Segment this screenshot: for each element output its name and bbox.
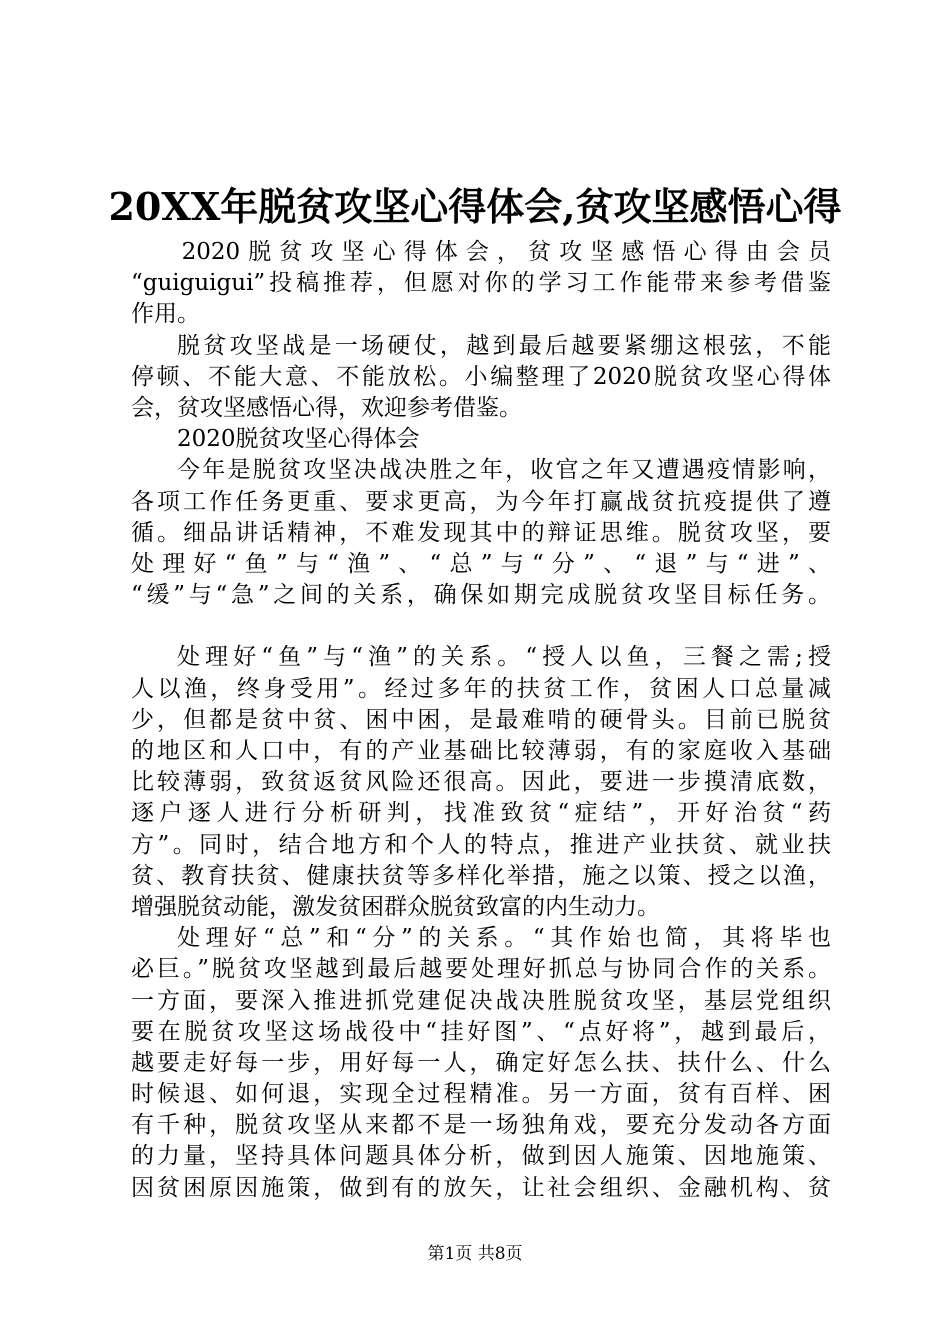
paragraph-line: 方”。同时，结合地方和个人的特点，推进产业扶贫、就业扶: [131, 831, 831, 858]
paragraph-line: 脱贫攻坚战是一场硬仗，越到最后越要紧绷这根弦，不能: [177, 332, 831, 359]
paragraph-line: 今年是脱贫攻坚决战决胜之年，收官之年又遭遇疫情影响，: [177, 457, 831, 484]
document-title: 20XX年脱贫攻坚心得体会,贫攻坚感悟心得: [108, 184, 842, 229]
paragraph-line: 处理好“总”和“分”的关系。“其作始也简，其将毕也: [177, 925, 831, 952]
paragraph-line: “guiguigui”投稿推荐，但愿对你的学习工作能带来参考借鉴: [131, 270, 831, 297]
paragraph-line: 有千种，脱贫攻坚从来都不是一场独角戏，要充分发动各方面: [131, 1112, 831, 1139]
paragraph-line: 的地区和人口中，有的产业基础比较薄弱，有的家庭收入基础: [131, 738, 831, 764]
paragraph-line: 2020脱贫攻坚心得体会: [177, 426, 420, 453]
paragraph-line: 贫、教育扶贫、健康扶贫等多样化举措，施之以策、授之以渔，: [131, 862, 831, 889]
paragraph-line: 少，但都是贫中贫、困中困，是最难啃的硬骨头。目前已脱贫: [131, 706, 831, 733]
paragraph-line: 人以渔，终身受用”。经过多年的扶贫工作，贫困人口总量减: [131, 675, 831, 702]
blank-line: [131, 611, 831, 642]
paragraph-line: 必巨。”脱贫攻坚越到最后越要处理好抓总与协同合作的关系。: [131, 956, 831, 983]
paragraph-line: 作用。: [131, 301, 200, 328]
paragraph-line: 越要走好每一步，用好每一人，确定好怎么扶、扶什么、什么: [131, 1049, 831, 1076]
page-footer: 第1页 共8页: [427, 1244, 523, 1264]
paragraph-line: 循。细品讲话精神，不难发现其中的辩证思维。脱贫攻坚，要: [131, 519, 831, 546]
paragraph-line: 时候退、如何退，实现全过程精准。另一方面，贫有百样、困: [131, 1081, 831, 1108]
paragraph-line: 一方面，要深入推进抓党建促决战决胜脱贫攻坚，基层党组织: [131, 987, 831, 1014]
paragraph-line: 各项工作任务更重、要求更高，为今年打赢战贫抗疫提供了遵: [131, 488, 831, 515]
paragraph-line: “缓”与“急”之间的关系，确保如期完成脱贫攻坚目标任务。: [131, 582, 831, 609]
paragraph-line: 会，贫攻坚感悟心得，欢迎参考借鉴。: [131, 394, 522, 421]
paragraph-line: 比较薄弱，致贫返贫风险还很高。因此，要进一步摸清底数，: [131, 769, 831, 796]
paragraph-line: 停顿、不能大意、不能放松。小编整理了2020脱贫攻坚心得体: [131, 363, 831, 390]
paragraph-line: 的力量，坚持具体问题具体分析，做到因人施策、因地施策、: [131, 1143, 831, 1170]
document-body: [131, 237, 831, 1204]
paragraph-line: 因贫困原因施策，做到有的放矢，让社会组织、金融机构、贫: [131, 1174, 831, 1201]
paragraph-line: 增强脱贫动能，激发贫困群众脱贫致富的内生动力。: [131, 893, 660, 920]
paragraph-line: 要在脱贫攻坚这场战役中“挂好图”、“点好将”，越到最后，: [131, 1018, 831, 1045]
paragraph-line: 逐户逐人进行分析研判，找准致贫“症结”，开好治贫“药: [131, 800, 831, 827]
paragraph-line: 2020脱贫攻坚心得体会，贫攻坚感悟心得由会员: [181, 239, 831, 265]
paragraph-line: 处理好“鱼”与“渔”、“总”与“分”、“退”与“进”、: [131, 550, 831, 577]
paragraph-line: 处理好“鱼”与“渔”的关系。“授人以鱼，三餐之需;授: [177, 644, 831, 671]
